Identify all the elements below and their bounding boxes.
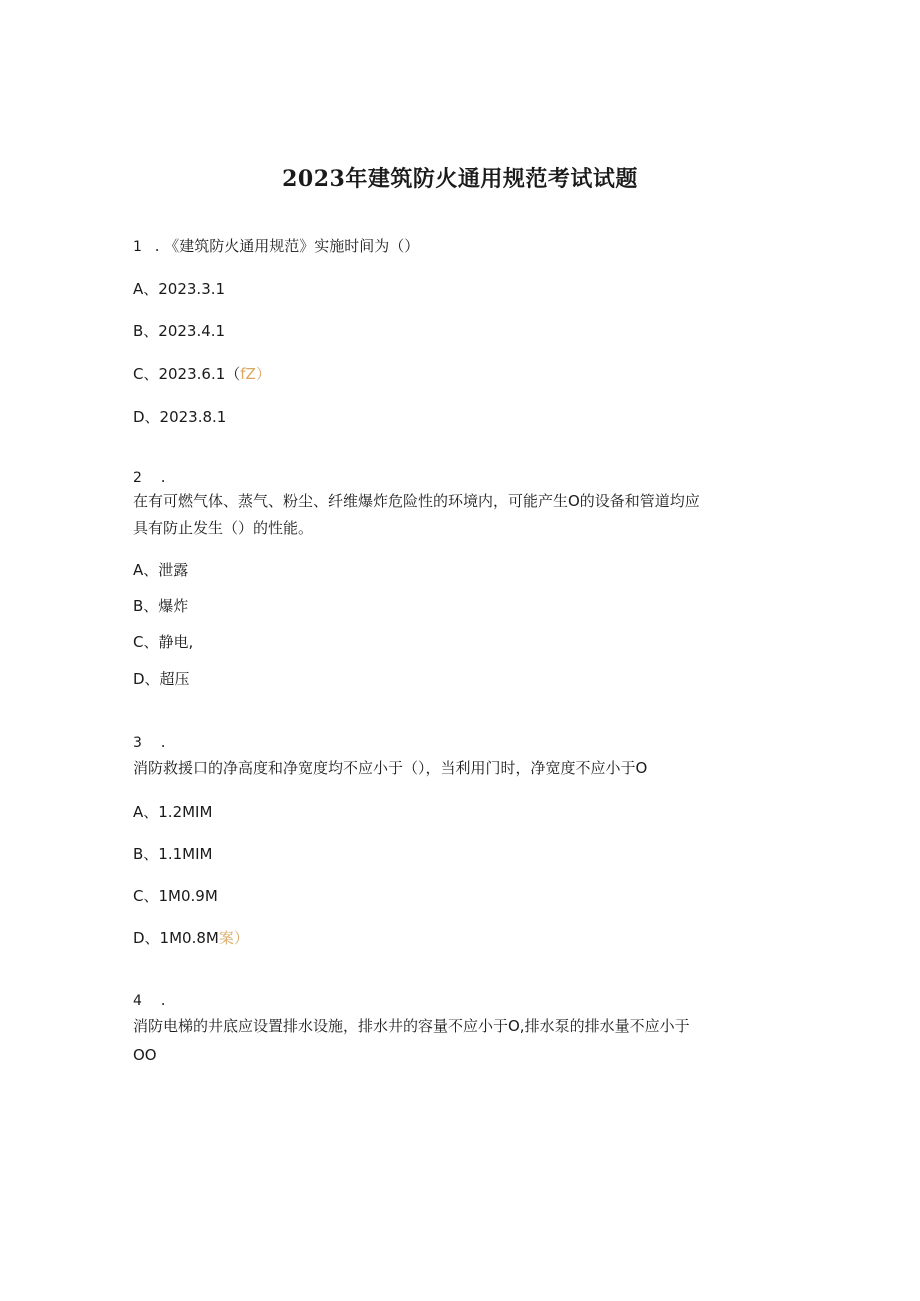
question-2-option-d [133,669,190,689]
option-text: C、1M0.9M [133,887,218,905]
question-1-option-b [133,321,225,341]
question-3-option-d [133,928,249,948]
question-3-option-b [133,844,212,864]
question-2-stem-line-1: 在有可燃气体、蒸气、粉尘、纤维爆炸危险性的环境内，可能产生O的设备和管道均应 [133,492,700,510]
question-1-option-a [133,279,225,299]
question-4-stem-line-2: OO [133,1046,157,1064]
question-1-stem [133,236,419,257]
question-dot: . [160,733,166,751]
question-3-header [133,732,165,753]
option-text: C、2023.6.1（ [133,365,241,383]
page-title: 2023年建筑防火通用规范考试试题 [282,166,638,192]
option-text: D、1M0.8M [133,929,219,947]
option-text: B、爆炸 [133,597,189,615]
question-number: 1 [133,239,142,255]
question-1-option-d [133,407,226,427]
question-2-option-b [133,596,188,616]
option-text: D、2023.8.1 [133,408,227,426]
question-number: 4 [133,993,142,1009]
option-text: C、静电, [133,633,194,651]
option-text: B、2023.4.1 [133,322,226,340]
question-dot: . [160,468,166,486]
question-3-option-c [133,886,218,906]
question-dot: . [154,237,160,255]
option-text: D、超压 [133,670,190,688]
question-3-stem: 消防救援口的净高度和净宽度均不应小于（），当利用门时，净宽度不应小于O [133,759,648,777]
answer-mark-tail: ） [255,365,271,383]
question-4-header [133,990,165,1011]
answer-mark: fZ [240,365,256,383]
question-dot: . [160,991,166,1009]
question-3-option-a [133,802,212,822]
question-text: 《建筑防火通用规范》实施时间为（） [164,237,420,255]
option-text: A、泄露 [133,561,189,579]
question-2-option-a [133,560,188,580]
option-text: B、1.1MIM [133,845,213,863]
question-number: 2 [133,470,142,486]
question-4-stem-line-1: 消防电梯的井底应设置排水设施，排水井的容量不应小于O,排水泵的排水量不应小于 [133,1017,690,1035]
question-2-header [133,467,165,488]
question-2-stem-line-2: 具有防止发生（）的性能。 [133,519,314,537]
option-text: A、1.2MIM [133,803,213,821]
question-number: 3 [133,735,142,751]
answer-mark: 案） [218,929,249,947]
question-1-option-c [133,364,271,384]
question-2-option-c [133,632,193,652]
option-text: A、2023.3.1 [133,280,226,298]
